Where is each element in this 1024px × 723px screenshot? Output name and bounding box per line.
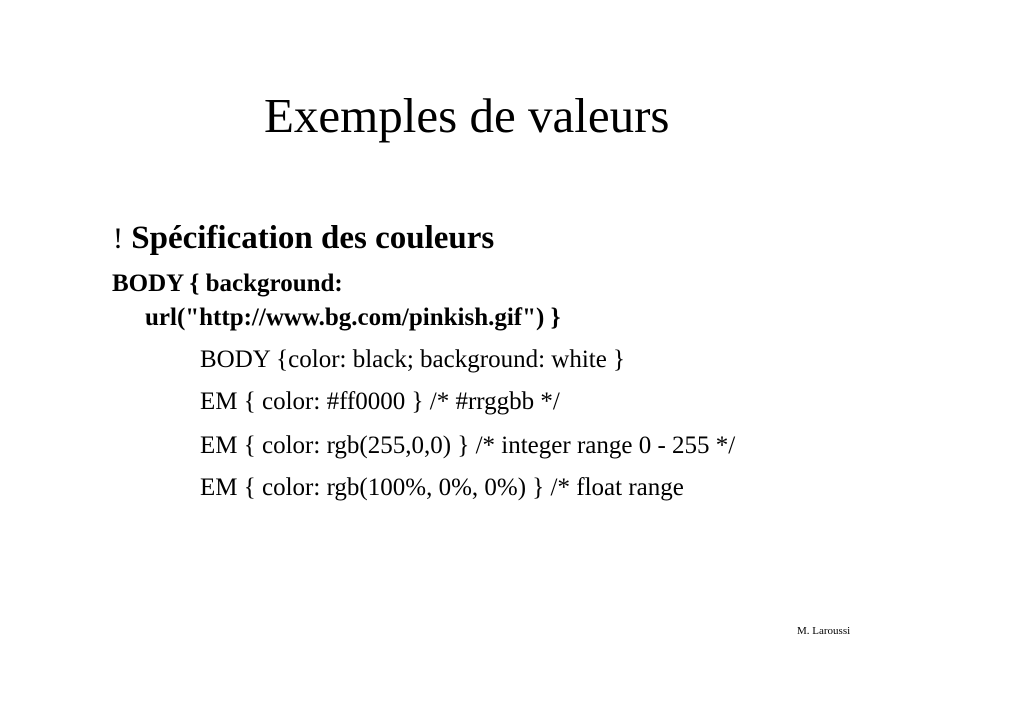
section-heading-text: Spécification des couleurs xyxy=(131,220,495,256)
bullet-marker: ! xyxy=(113,222,123,255)
example-body-color: BODY {color: black; background: white } xyxy=(200,346,626,373)
example-em-rgb-percent: EM { color: rgb(100%, 0%, 0%) } /* float range xyxy=(200,474,684,501)
example-em-rgb-integer: EM { color: rgb(255,0,0) } /* integer range 0 - 255 */ xyxy=(200,432,736,459)
example-em-hex: EM { color: #ff0000 } /* #rrggbb */ xyxy=(200,388,560,415)
slide-title: Exemples de valeurs xyxy=(264,88,670,143)
section-heading xyxy=(113,216,494,261)
code-line-url: url("http://www.bg.com/pinkish.gif") } xyxy=(145,304,561,331)
author-footer: M. Laroussi xyxy=(797,625,851,637)
code-line-body-background: BODY { background: xyxy=(112,270,343,297)
